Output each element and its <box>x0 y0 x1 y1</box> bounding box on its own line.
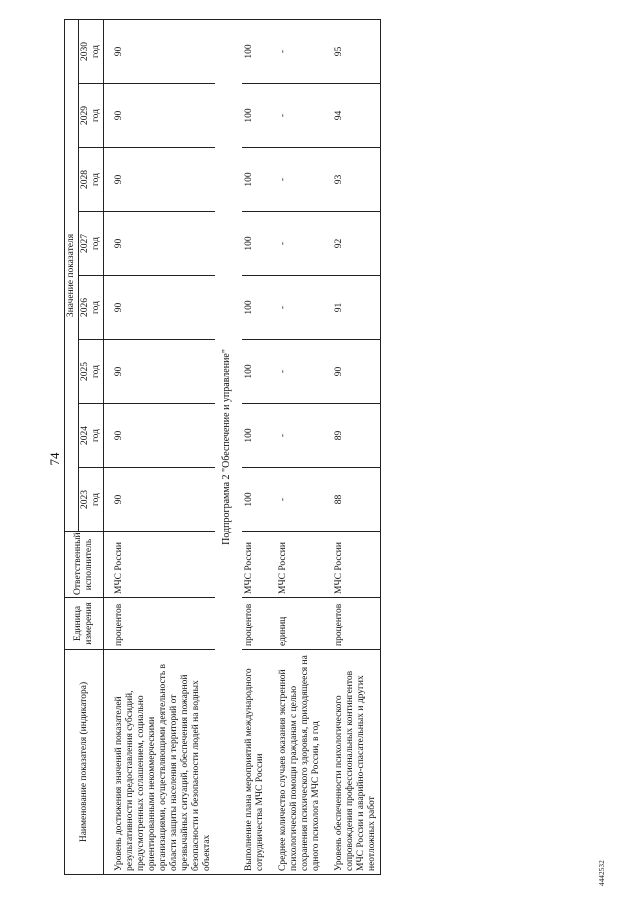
indicator-value: 100 <box>242 404 268 468</box>
page-number: 74 <box>47 452 62 466</box>
indicator-value: 100 <box>242 340 268 404</box>
header-year: 2027 год <box>79 212 104 276</box>
indicator-value: 100 <box>242 84 268 148</box>
indicator-value: - <box>276 404 324 468</box>
indicator-value: 91 <box>332 276 381 340</box>
indicator-unit: процентов <box>332 598 381 650</box>
header-year: 2029 год <box>79 84 104 148</box>
indicator-value: 94 <box>332 84 381 148</box>
indicator-value: 100 <box>242 468 268 532</box>
indicator-executor: МЧС России <box>242 532 268 598</box>
indicator-value: 90 <box>112 404 215 468</box>
indicator-executor: МЧС России <box>276 532 324 598</box>
header-unit: Единица измерения <box>65 598 104 650</box>
table-row <box>112 19 215 874</box>
indicator-name: Уровень достижения значений показателей результативности предоставления субсидий, предусмотренных соглашением, социально ориентированными некоммерческими организациями, осуществляющими деятельность в области защиты населения и территорий от чрезвычайных ситуаций, обеспечения пожарной безопасности и безопасности людей на водных объектах <box>112 650 215 875</box>
indicator-value: 93 <box>332 148 381 212</box>
indicator-value: - <box>276 84 324 148</box>
header-year: 2026 год <box>79 276 104 340</box>
indicator-value: - <box>276 148 324 212</box>
indicator-value: 90 <box>112 84 215 148</box>
indicator-value: - <box>276 340 324 404</box>
indicator-value: - <box>276 19 324 83</box>
indicator-value: 100 <box>242 276 268 340</box>
indicator-value: 100 <box>242 212 268 276</box>
indicator-name: Уровень обеспеченности психологического сопровождения профессиональных контингентов МЧС России и аварийно-спасательных и других неотложных работ <box>332 650 381 875</box>
indicator-value: - <box>276 468 324 532</box>
table-row <box>242 19 268 874</box>
header-year: 2025 год <box>79 340 104 404</box>
subprogram-row <box>215 19 242 874</box>
document-code: 4442532 <box>598 860 606 886</box>
indicator-unit: процентов <box>112 598 215 650</box>
indicators-table <box>64 19 381 875</box>
indicator-name: Среднее количество случаев оказания экстренной психологической помощи гражданам с целью сохранения психического здоровья, приходящееся на одного психолога МЧС России, в год <box>276 650 324 875</box>
header-values-group: Значение показателя <box>65 19 79 531</box>
indicator-value: 100 <box>242 19 268 83</box>
indicator-unit: единиц <box>276 598 324 650</box>
header-year: 2030 год <box>79 19 104 83</box>
rotated-table-container <box>64 20 614 875</box>
header-year: 2028 год <box>79 148 104 212</box>
indicator-value: - <box>276 276 324 340</box>
indicator-value: 90 <box>112 340 215 404</box>
indicator-value: 92 <box>332 212 381 276</box>
indicator-value: 90 <box>112 19 215 83</box>
indicator-value: 90 <box>112 148 215 212</box>
indicator-value: 90 <box>332 340 381 404</box>
indicator-value: 88 <box>332 468 381 532</box>
indicator-value: 100 <box>242 148 268 212</box>
table-row <box>276 19 324 874</box>
header-year: 2024 год <box>79 404 104 468</box>
header-year: 2023 год <box>79 468 104 532</box>
indicator-name: Выполнение плана мероприятий международного сотрудничества МЧС России <box>242 650 268 875</box>
indicator-value: - <box>276 212 324 276</box>
subprogram-title: Подпрограмма 2 "Обеспечение и управление" <box>215 19 242 874</box>
table-row <box>332 19 381 874</box>
indicator-value: 90 <box>112 212 215 276</box>
indicator-executor: МЧС России <box>332 532 381 598</box>
header-name: Наименование показателя (индикатора) <box>65 650 104 875</box>
indicator-executor: МЧС России <box>112 532 215 598</box>
header-executor: Ответственный исполнитель <box>65 532 104 598</box>
indicator-value: 89 <box>332 404 381 468</box>
indicator-value: 90 <box>112 468 215 532</box>
indicator-unit: процентов <box>242 598 268 650</box>
indicator-value: 90 <box>112 276 215 340</box>
indicator-value: 95 <box>332 19 381 83</box>
